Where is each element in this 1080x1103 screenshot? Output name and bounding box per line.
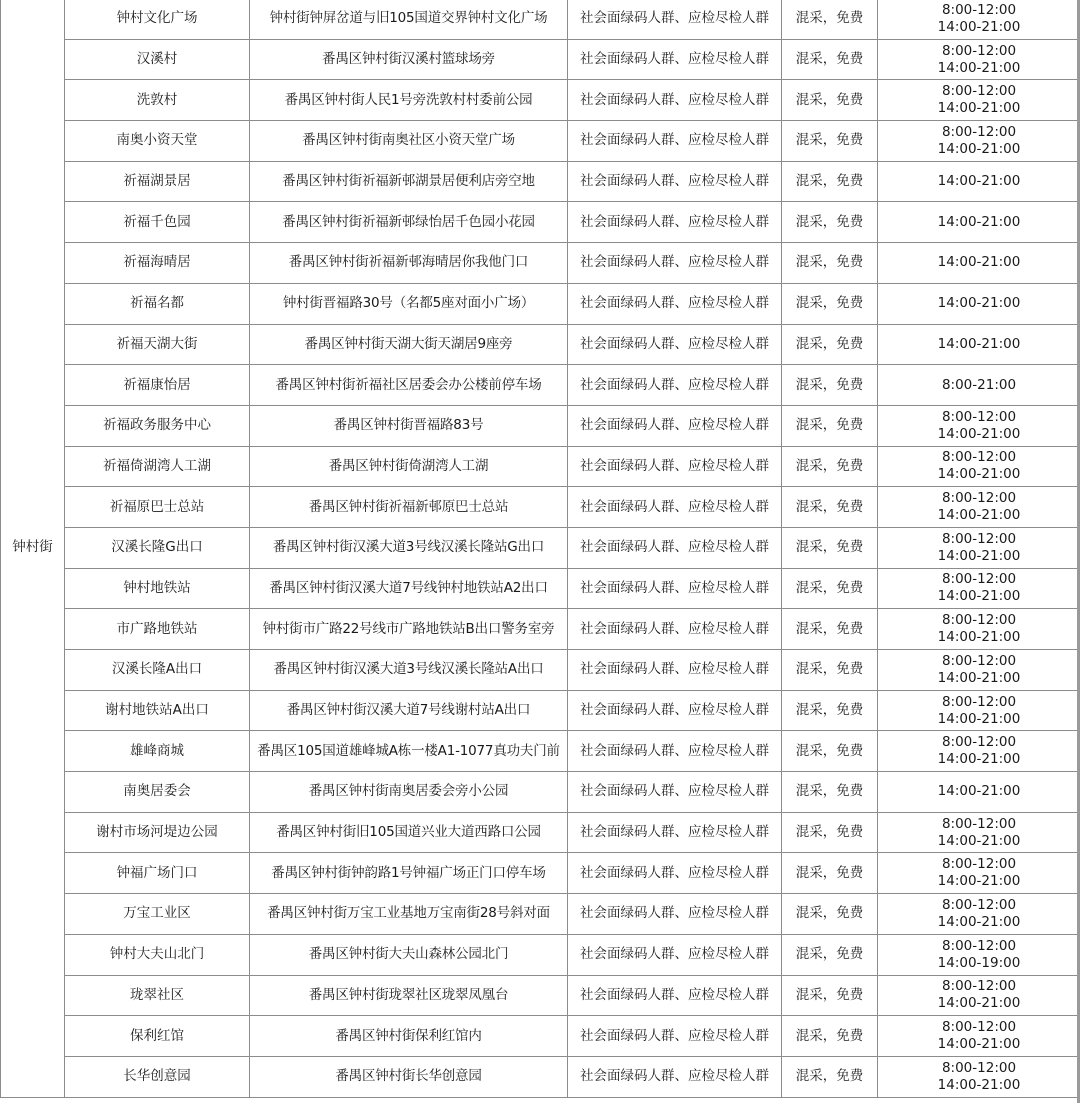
sampling-method-cell[interactable]: 混采，免费 — [782, 894, 878, 935]
site-name-cell[interactable]: 祈福原巴士总站 — [65, 487, 250, 528]
site-name-cell[interactable]: 祈福康怡居 — [65, 365, 250, 406]
target-people-cell[interactable]: 社会面绿码人群、应检尽检人群 — [568, 568, 782, 609]
table-row — [1, 894, 1080, 935]
table-row — [1, 853, 1080, 894]
hours-line: 8:00-12:00 — [941, 937, 1017, 954]
target-people-cell[interactable]: 社会面绿码人群、应检尽检人群 — [568, 690, 782, 731]
hours-line: 8:00-12:00 — [941, 1059, 1017, 1076]
hours-cell[interactable] — [878, 894, 1080, 935]
site-name-cell[interactable]: 汉溪长隆A出口 — [65, 650, 250, 691]
hours-cell[interactable] — [878, 446, 1080, 487]
address-cell[interactable]: 番禺区钟村街天湖大街天湖居9座旁 — [250, 324, 568, 365]
address-cell[interactable]: 番禺区钟村街晋福路83号 — [250, 405, 568, 446]
target-people-cell[interactable]: 社会面绿码人群、应检尽检人群 — [568, 446, 782, 487]
sampling-method-cell[interactable]: 混采，免费 — [782, 568, 878, 609]
hours-cell[interactable] — [878, 487, 1080, 528]
hours-cell[interactable] — [878, 731, 1080, 772]
hours-cell[interactable] — [878, 243, 1080, 284]
site-name-cell[interactable]: 洗敦村 — [65, 80, 250, 121]
target-people-cell[interactable]: 社会面绿码人群、应检尽检人群 — [568, 39, 782, 80]
table-row — [1, 812, 1080, 853]
site-name-cell[interactable]: 长华创意园 — [65, 1056, 250, 1097]
target-people-cell[interactable]: 社会面绿码人群、应检尽检人群 — [568, 975, 782, 1016]
sampling-method-cell[interactable]: 混采，免费 — [782, 405, 878, 446]
hours-line: 14:00-21:00 — [937, 295, 1021, 312]
hours-cell[interactable] — [878, 202, 1080, 243]
target-people-cell[interactable]: 社会面绿码人群、应检尽检人群 — [568, 609, 782, 650]
table-body — [1, 0, 1080, 1097]
hours-line: 14:00-21:00 — [937, 588, 1021, 605]
address-cell[interactable]: 番禺区钟村街人民1号旁洗敦村村委前公园 — [250, 80, 568, 121]
hours-cell[interactable] — [878, 772, 1080, 813]
site-name-cell[interactable]: 钟村地铁站 — [65, 568, 250, 609]
hours-line: 14:00-21:00 — [937, 783, 1021, 800]
table-row — [1, 690, 1080, 731]
hours-line: 8:00-12:00 — [941, 42, 1017, 59]
hours-line: 8:00-21:00 — [941, 376, 1017, 393]
site-name-cell[interactable]: 祈福湖景居 — [65, 161, 250, 202]
site-name-cell[interactable]: 谢村市场河堤边公园 — [65, 812, 250, 853]
target-people-cell[interactable]: 社会面绿码人群、应检尽检人群 — [568, 1016, 782, 1057]
address-cell[interactable]: 番禺区钟村街汉溪大道3号线汉溪长隆站G出口 — [250, 527, 568, 568]
address-cell[interactable]: 番禺区钟村街汉溪大道7号线钟村地铁站A2出口 — [250, 568, 568, 609]
address-cell[interactable]: 番禺区钟村街南奥社区小资天堂广场 — [250, 121, 568, 162]
site-name-cell[interactable]: 钟村大夫山北门 — [65, 934, 250, 975]
hours-cell[interactable] — [878, 0, 1080, 39]
address-cell[interactable]: 番禺区钟村街祈福新邨海晴居你我他门口 — [250, 243, 568, 284]
hours-line: 14:00-21:00 — [937, 832, 1021, 849]
sampling-method-cell[interactable]: 混采，免费 — [782, 1056, 878, 1097]
site-name-cell[interactable]: 祈福天湖大街 — [65, 324, 250, 365]
hours-cell[interactable] — [878, 527, 1080, 568]
sampling-method-cell[interactable]: 混采，免费 — [782, 772, 878, 813]
address-cell[interactable]: 番禺区钟村街大夫山森林公园北门 — [250, 934, 568, 975]
hours-line: 8:00-12:00 — [941, 571, 1017, 588]
target-people-cell[interactable]: 社会面绿码人群、应检尽检人群 — [568, 853, 782, 894]
sampling-method-cell[interactable]: 混采，免费 — [782, 487, 878, 528]
hours-cell[interactable] — [878, 324, 1080, 365]
site-name-cell[interactable]: 市广路地铁站 — [65, 609, 250, 650]
table-row — [1, 975, 1080, 1016]
address-cell[interactable]: 钟村街晋福路30号（名都5座对面小广场） — [250, 283, 568, 324]
target-people-cell[interactable]: 社会面绿码人群、应检尽检人群 — [568, 812, 782, 853]
target-people-cell[interactable]: 社会面绿码人群、应检尽检人群 — [568, 527, 782, 568]
hours-cell[interactable] — [878, 1056, 1080, 1097]
address-cell[interactable]: 番禺区钟村街祈福新邨湖景居便利店旁空地 — [250, 161, 568, 202]
hours-line: 8:00-12:00 — [941, 1, 1017, 18]
hours-cell[interactable] — [878, 1016, 1080, 1057]
target-people-cell[interactable]: 社会面绿码人群、应检尽检人群 — [568, 283, 782, 324]
target-people-cell[interactable]: 社会面绿码人群、应检尽检人群 — [568, 324, 782, 365]
table-row — [1, 446, 1080, 487]
sampling-method-cell[interactable]: 混采，免费 — [782, 80, 878, 121]
hours-cell[interactable] — [878, 405, 1080, 446]
hours-line: 14:00-21:00 — [937, 995, 1021, 1012]
hours-line: 8:00-12:00 — [941, 123, 1017, 140]
address-cell[interactable]: 番禺区钟村街祈福社区居委会办公楼前停车场 — [250, 365, 568, 406]
sampling-method-cell[interactable]: 混采，免费 — [782, 202, 878, 243]
hours-line: 8:00-12:00 — [941, 856, 1017, 873]
hours-line: 14:00-21:00 — [937, 466, 1021, 483]
site-name-cell[interactable]: 祈福海晴居 — [65, 243, 250, 284]
hours-cell[interactable] — [878, 650, 1080, 691]
hours-cell[interactable] — [878, 283, 1080, 324]
target-people-cell[interactable]: 社会面绿码人群、应检尽检人群 — [568, 0, 782, 39]
hours-line: 8:00-12:00 — [941, 449, 1017, 466]
site-name-cell[interactable]: 祈福千色园 — [65, 202, 250, 243]
address-cell[interactable]: 番禺区钟村街南奥居委会旁小公园 — [250, 772, 568, 813]
table-row — [1, 405, 1080, 446]
sampling-method-cell[interactable]: 混采，免费 — [782, 853, 878, 894]
sampling-method-cell[interactable]: 混采，免费 — [782, 527, 878, 568]
site-name-cell[interactable]: 汉溪村 — [65, 39, 250, 80]
site-name-cell[interactable]: 谢村地铁站A出口 — [65, 690, 250, 731]
hours-cell[interactable] — [878, 365, 1080, 406]
target-people-cell[interactable]: 社会面绿码人群、应检尽检人群 — [568, 202, 782, 243]
table-row — [1, 324, 1080, 365]
hours-line: 14:00-21:00 — [937, 710, 1021, 727]
target-people-cell[interactable]: 社会面绿码人群、应检尽检人群 — [568, 80, 782, 121]
hours-line: 14:00-21:00 — [937, 629, 1021, 646]
address-cell[interactable]: 番禺区钟村街珑翠社区珑翠凤凰台 — [250, 975, 568, 1016]
table-row — [1, 1016, 1080, 1057]
site-name-cell[interactable]: 祈福政务服务中心 — [65, 405, 250, 446]
target-people-cell[interactable]: 社会面绿码人群、应检尽检人群 — [568, 650, 782, 691]
hours-line: 8:00-12:00 — [941, 408, 1017, 425]
site-name-cell[interactable]: 汉溪长隆G出口 — [65, 527, 250, 568]
address-cell[interactable]: 番禺区钟村街保利红馆内 — [250, 1016, 568, 1057]
table-row — [1, 487, 1080, 528]
sampling-method-cell[interactable]: 混采，免费 — [782, 934, 878, 975]
hours-line: 14:00-21:00 — [937, 213, 1021, 230]
hours-line: 8:00-12:00 — [941, 693, 1017, 710]
hours-line: 8:00-12:00 — [941, 83, 1017, 100]
site-name-cell[interactable]: 钟福广场门口 — [65, 853, 250, 894]
table-row — [1, 0, 1080, 39]
hours-cell[interactable] — [878, 812, 1080, 853]
hours-line: 8:00-12:00 — [941, 530, 1017, 547]
target-people-cell[interactable]: 社会面绿码人群、应检尽检人群 — [568, 405, 782, 446]
hours-line: 8:00-12:00 — [941, 896, 1017, 913]
hours-line: 14:00-21:00 — [937, 254, 1021, 271]
target-people-cell[interactable]: 社会面绿码人群、应检尽检人群 — [568, 161, 782, 202]
hours-line: 8:00-12:00 — [941, 652, 1017, 669]
address-cell[interactable]: 番禺区钟村街万宝工业基地万宝南街28号斜对面 — [250, 894, 568, 935]
hours-line: 14:00-21:00 — [937, 507, 1021, 524]
table-row — [1, 39, 1080, 80]
address-cell[interactable]: 钟村街钟屏岔道与旧105国道交界钟村文化广场 — [250, 0, 568, 39]
hours-line: 14:00-21:00 — [937, 140, 1021, 157]
target-people-cell[interactable]: 社会面绿码人群、应检尽检人群 — [568, 121, 782, 162]
sampling-method-cell[interactable]: 混采，免费 — [782, 731, 878, 772]
hours-line: 8:00-12:00 — [941, 978, 1017, 995]
address-cell[interactable]: 番禺区钟村街汉溪村篮球场旁 — [250, 39, 568, 80]
hours-cell[interactable] — [878, 934, 1080, 975]
table-row — [1, 568, 1080, 609]
table-row — [1, 161, 1080, 202]
hours-line: 14:00-21:00 — [937, 547, 1021, 564]
site-name-cell[interactable]: 钟村文化广场 — [65, 0, 250, 39]
hours-line: 8:00-12:00 — [941, 1019, 1017, 1036]
sampling-method-cell[interactable]: 混采，免费 — [782, 690, 878, 731]
hours-line: 14:00-21:00 — [937, 1076, 1021, 1093]
address-cell[interactable]: 番禺区钟村街汉溪大道3号线汉溪长隆站A出口 — [250, 650, 568, 691]
address-cell[interactable]: 番禺区钟村街祈福新邨绿怡居千色园小花园 — [250, 202, 568, 243]
sampling-method-cell[interactable]: 混采，免费 — [782, 324, 878, 365]
hours-cell[interactable] — [878, 39, 1080, 80]
hours-cell[interactable] — [878, 568, 1080, 609]
hours-line: 14:00-21:00 — [937, 18, 1021, 35]
sampling-method-cell[interactable]: 混采，免费 — [782, 39, 878, 80]
hours-line: 14:00-21:00 — [937, 1036, 1021, 1053]
hours-line: 14:00-21:00 — [937, 425, 1021, 442]
target-people-cell[interactable]: 社会面绿码人群、应检尽检人群 — [568, 934, 782, 975]
hours-line: 8:00-12:00 — [941, 734, 1017, 751]
table-row — [1, 731, 1080, 772]
hours-line: 14:00-19:00 — [937, 954, 1021, 971]
target-people-cell[interactable]: 社会面绿码人群、应检尽检人群 — [568, 365, 782, 406]
sampling-method-cell[interactable]: 混采，免费 — [782, 812, 878, 853]
sampling-method-cell[interactable]: 混采，免费 — [782, 446, 878, 487]
hours-line: 14:00-21:00 — [937, 59, 1021, 76]
table-row — [1, 283, 1080, 324]
sampling-method-cell[interactable]: 混采，免费 — [782, 161, 878, 202]
site-name-cell[interactable]: 雄峰商城 — [65, 731, 250, 772]
site-name-cell[interactable]: 万宝工业区 — [65, 894, 250, 935]
target-people-cell[interactable]: 社会面绿码人群、应检尽检人群 — [568, 1056, 782, 1097]
street-cell[interactable]: 钟村街 — [1, 0, 65, 1097]
hours-cell[interactable] — [878, 80, 1080, 121]
table-row — [1, 527, 1080, 568]
hours-line: 8:00-12:00 — [941, 490, 1017, 507]
table-row — [1, 609, 1080, 650]
sampling-method-cell[interactable]: 混采，免费 — [782, 609, 878, 650]
hours-cell[interactable] — [878, 161, 1080, 202]
table-row — [1, 650, 1080, 691]
hours-line: 14:00-21:00 — [937, 335, 1021, 352]
hours-line: 8:00-12:00 — [941, 815, 1017, 832]
address-cell[interactable]: 番禺区钟村街钟韵路1号钟福广场正门口停车场 — [250, 853, 568, 894]
hours-cell[interactable] — [878, 690, 1080, 731]
sampling-method-cell[interactable]: 混采，免费 — [782, 365, 878, 406]
table-row — [1, 121, 1080, 162]
address-cell[interactable]: 番禺区钟村街长华创意园 — [250, 1056, 568, 1097]
target-people-cell[interactable]: 社会面绿码人群、应检尽检人群 — [568, 894, 782, 935]
table-row — [1, 365, 1080, 406]
target-people-cell[interactable]: 社会面绿码人群、应检尽检人群 — [568, 243, 782, 284]
hours-line: 14:00-21:00 — [937, 669, 1021, 686]
target-people-cell[interactable]: 社会面绿码人群、应检尽检人群 — [568, 487, 782, 528]
address-cell[interactable]: 番禺区105国道雄峰城A栋一楼A1-1077真功夫门前 — [250, 731, 568, 772]
hours-line: 8:00-12:00 — [941, 612, 1017, 629]
table-row — [1, 243, 1080, 284]
hours-line: 14:00-21:00 — [937, 100, 1021, 117]
site-name-cell[interactable]: 南奥居委会 — [65, 772, 250, 813]
target-people-cell[interactable]: 社会面绿码人群、应检尽检人群 — [568, 731, 782, 772]
hours-line: 14:00-21:00 — [937, 913, 1021, 930]
sampling-method-cell[interactable]: 混采，免费 — [782, 283, 878, 324]
site-name-cell[interactable]: 珑翠社区 — [65, 975, 250, 1016]
address-cell[interactable]: 番禺区钟村街倚湖湾人工湖 — [250, 446, 568, 487]
site-name-cell[interactable]: 祈福名都 — [65, 283, 250, 324]
table-row — [1, 80, 1080, 121]
sampling-method-cell[interactable]: 混采，免费 — [782, 1016, 878, 1057]
address-cell[interactable]: 钟村街市广路22号线市广路地铁站B出口警务室旁 — [250, 609, 568, 650]
hours-line: 14:00-21:00 — [937, 173, 1021, 190]
hours-cell[interactable] — [878, 121, 1080, 162]
sampling-method-cell[interactable]: 混采，免费 — [782, 0, 878, 39]
hours-line: 14:00-21:00 — [937, 873, 1021, 890]
site-name-cell[interactable]: 南奥小资天堂 — [65, 121, 250, 162]
hours-line: 14:00-21:00 — [937, 751, 1021, 768]
table-row — [1, 1056, 1080, 1097]
sampling-method-cell[interactable]: 混采，免费 — [782, 121, 878, 162]
table-row — [1, 202, 1080, 243]
table-row — [1, 772, 1080, 813]
site-name-cell[interactable]: 保利红馆 — [65, 1016, 250, 1057]
sampling-method-cell[interactable]: 混采，免费 — [782, 975, 878, 1016]
address-cell[interactable]: 番禺区钟村街祈福新邨原巴士总站 — [250, 487, 568, 528]
address-cell[interactable]: 番禺区钟村街汉溪大道7号线谢村站A出口 — [250, 690, 568, 731]
hours-cell[interactable] — [878, 853, 1080, 894]
sampling-method-cell[interactable]: 混采，免费 — [782, 650, 878, 691]
target-people-cell[interactable]: 社会面绿码人群、应检尽检人群 — [568, 772, 782, 813]
hours-cell[interactable] — [878, 975, 1080, 1016]
table-row — [1, 934, 1080, 975]
site-name-cell[interactable]: 祈福倚湖湾人工湖 — [65, 446, 250, 487]
address-cell[interactable]: 番禺区钟村街旧105国道兴业大道西路口公园 — [250, 812, 568, 853]
hours-cell[interactable] — [878, 609, 1080, 650]
sampling-method-cell[interactable]: 混采，免费 — [782, 243, 878, 284]
